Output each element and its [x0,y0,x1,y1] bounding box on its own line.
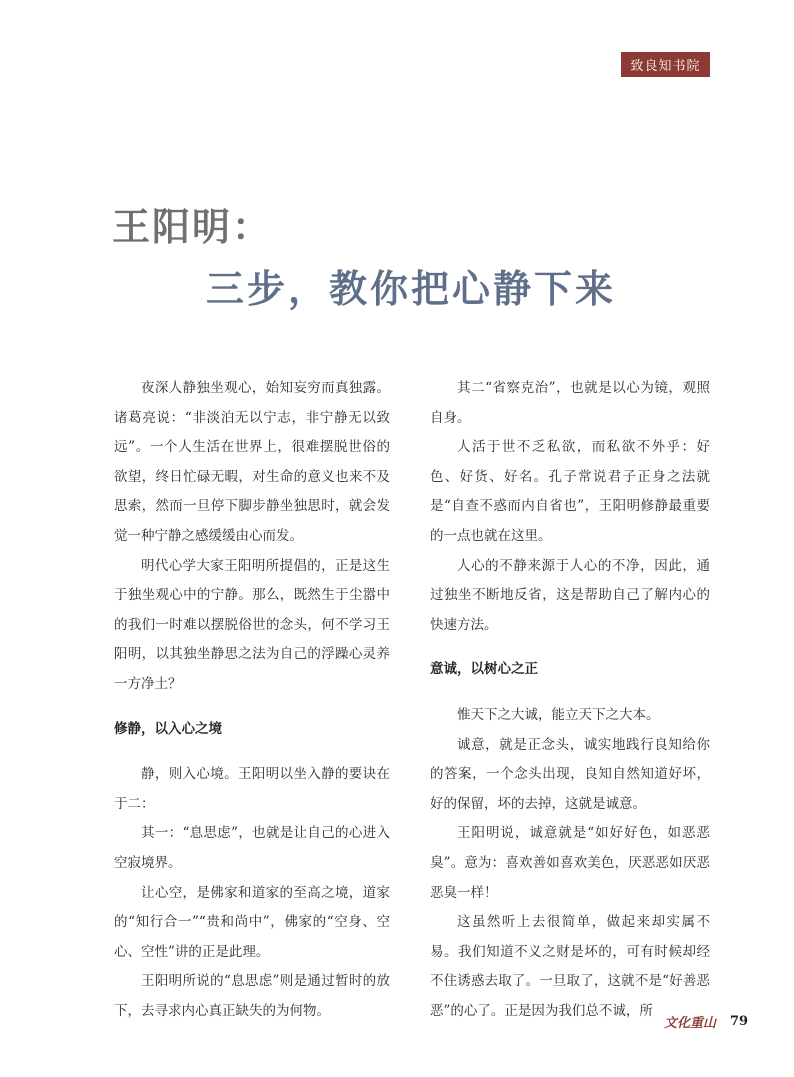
paragraph: 让心空，是佛家和道家的至高之境，道家的“知行合一”“贵和尚中”，佛家的“空身、空心、空性”讲的正是此理。 [114,884,390,960]
page-number: 79 [730,1014,749,1029]
page-footer [664,1012,748,1031]
article-title-line2: 三步，教你把心静下来 [206,267,617,311]
paragraph: 人心的不静来源于人心的不净，因此，通过独坐不断地反省，这是帮助自己了解内心的快速方法。 [430,557,710,633]
paragraph: 人活于世不乏私欲，而私欲不外乎：好色、好货、好名。孔子常说君子正身之法就是“自查不惑而内自省也”，王阳明修静最重要的一点也就在这里。 [430,439,710,544]
paragraph: 静，则入心境。王阳明以坐入静的要诀在于二： [114,766,390,812]
article-title-line1: 王阳明： [112,204,273,249]
paragraph: 这虽然听上去很简单，做起来却实属不易。我们知道不义之财是坏的，可有时候却经不住诱惑去取了。一旦取了，这就不是“好善恶恶”的心了。正是因为我们总不诚，所 [430,914,710,1019]
paragraph: 其一：“息思虑”，也就是让自己的心进入空寂境界。 [114,825,390,871]
left-column [114,374,390,1026]
section-heading: 意诚，以树心之正 [430,661,538,678]
paragraph: 明代心学大家王阳明所提倡的，正是这生于独坐观心中的宁静。那么，既然生于尘嚣中的我们一时难以摆脱俗世的念头，何不学习王阳明，以其独坐静思之法为自己的浮躁心灵养一方净土？ [114,557,390,692]
right-column [430,374,710,1026]
section-heading: 修静，以入心之境 [114,720,222,737]
paragraph: 夜深人静独坐观心，始知妄穷而真独露。诸葛亮说：“非淡泊无以宁志，非宁静无以致远”。一个人生活在世界上，很难摆脱世俗的欲望，终日忙碌无暇，对生命的意义也来不及思索，然而一旦停下脚步静坐独思时，就会发觉一种宁静之感缓缓由心而发。 [114,380,390,544]
paragraph: 王阳明所说的“息思虑”则是通过暂时的放下，去寻求内心真正缺失的为何物。 [114,973,390,1019]
magazine-logo: 文化重山 [664,1016,717,1031]
paragraph: 王阳明说，诚意就是“如好好色，如恶恶臭”。意为：喜欢善如喜欢美色，厌恶恶如厌恶恶臭一样！ [430,825,710,901]
paragraph: 其二“省察克治”，也就是以心为镜，观照自身。 [430,380,710,426]
paragraph: 诚意，就是正念头，诚实地践行良知给你的答案，一个念头出现，良知自然知道好坏，好的保留，坏的去掉，这就是诚意。 [430,736,710,812]
section-tag: 致良知书院 [621,52,710,77]
paragraph: 惟天下之大诚，能立天下之大本。 [457,706,660,723]
